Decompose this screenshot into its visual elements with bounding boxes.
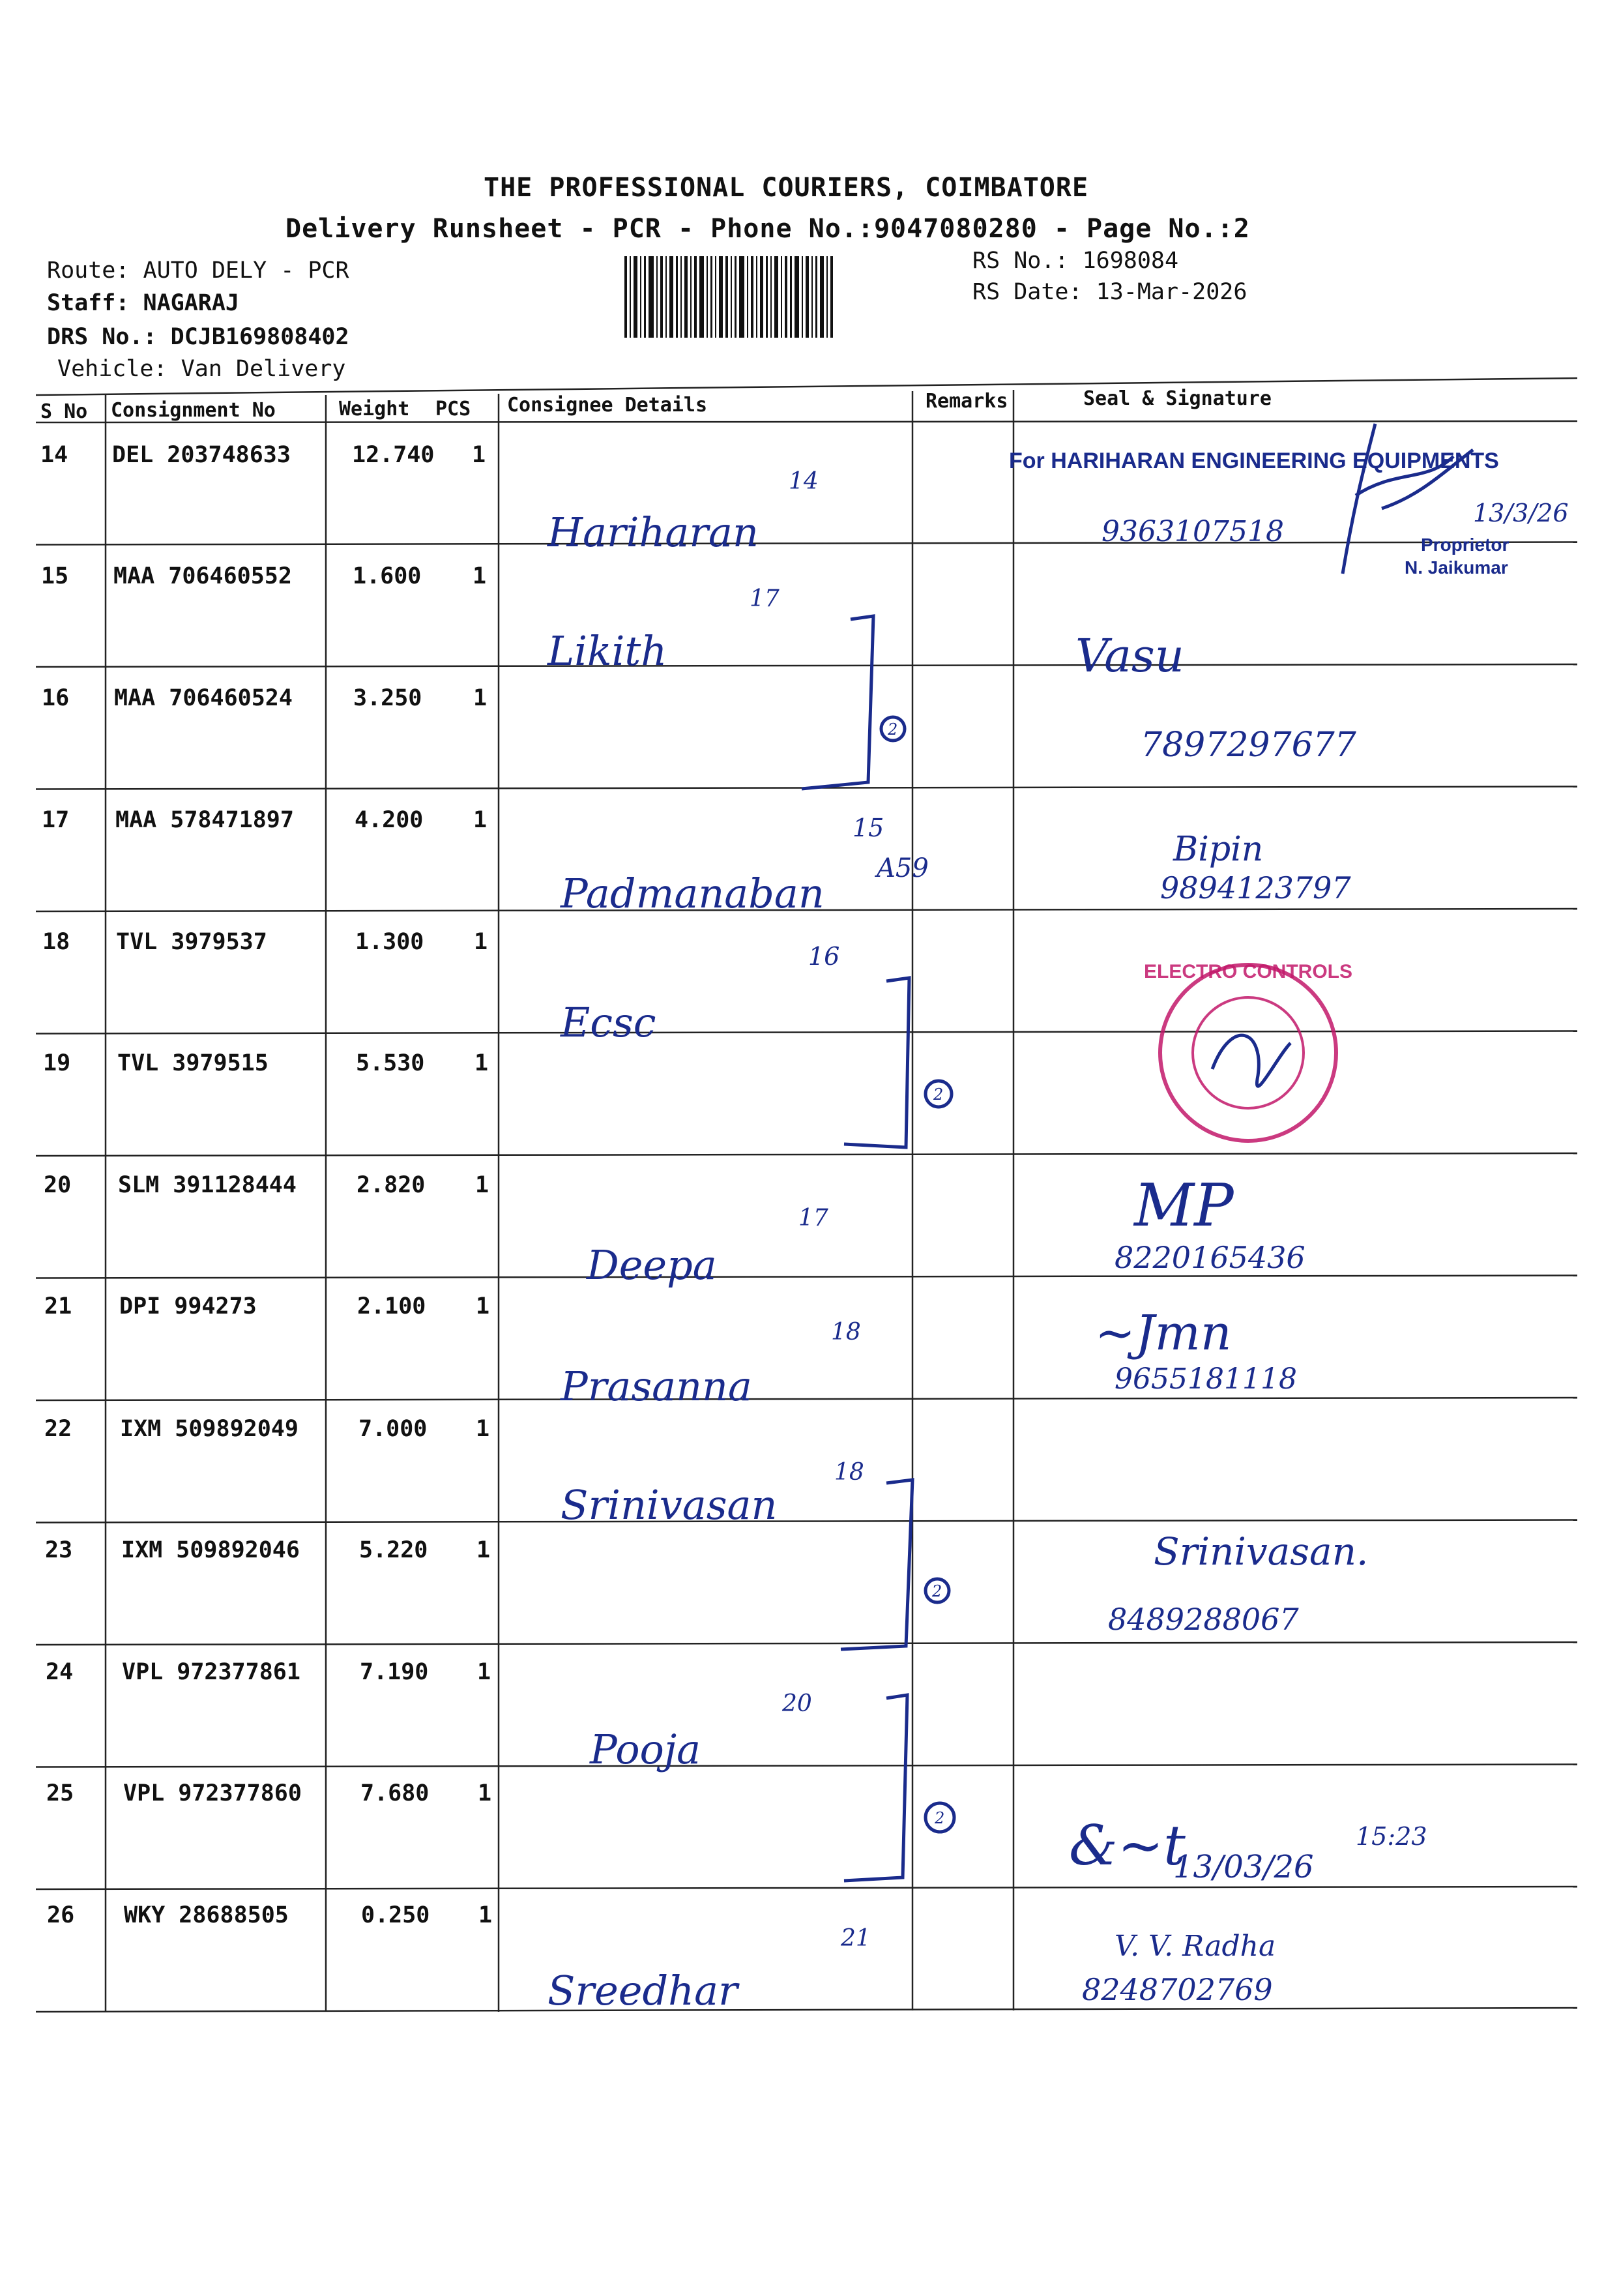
row-separator [36, 1642, 1577, 1645]
drs-label: DRS No.: DCJB169808402 [47, 324, 349, 350]
cell-weight: 1.300 [355, 929, 424, 955]
consignee-prasanna: Prasanna [561, 1362, 752, 1410]
row-separator [36, 1276, 1577, 1278]
cell-weight: 2.820 [357, 1172, 426, 1198]
cell-sno: 24 [46, 1659, 74, 1685]
consignee-deepa: Deepa [587, 1241, 717, 1289]
cell-weight: 4.200 [355, 807, 424, 833]
consignee-sreedhar-num: 21 [841, 1925, 871, 1952]
cell-weight: 2.100 [357, 1293, 426, 1319]
phone-4: 8220165436 [1115, 1240, 1305, 1275]
cell-weight: 5.220 [359, 1537, 428, 1563]
col-header-consignee: Consignee Details [507, 394, 708, 417]
company-stamp-text: For HARIHARAN ENGINEERING EQUIPMENTS [1009, 449, 1499, 473]
consignee-srinivasan: Srinivasan [561, 1481, 778, 1529]
cell-consignment: SLM 391128444 [118, 1172, 297, 1198]
cell-consignment: MAA 578471897 [115, 807, 294, 833]
phone-3: 9894123797 [1160, 870, 1351, 905]
cell-consignment: TVL 3979537 [116, 929, 267, 955]
cell-consignment: IXM 509892049 [120, 1416, 299, 1442]
mark-circle-2b: 2 [933, 1085, 944, 1104]
cell-weight: 7.680 [360, 1780, 430, 1806]
cell-weight: 5.530 [356, 1050, 425, 1076]
cell-pcs: 1 [473, 563, 487, 589]
col-header-pcs: PCS [435, 398, 471, 420]
signature-loop: &~t [1069, 1814, 1186, 1877]
cell-sno: 23 [45, 1537, 73, 1563]
cell-pcs: 1 [473, 685, 488, 711]
consignee-padmanaban: Padmanaban [561, 870, 824, 917]
consignee-hariharan-num: 14 [789, 468, 819, 495]
cell-pcs: 1 [476, 1416, 490, 1442]
cell-weight: 7.190 [360, 1659, 429, 1685]
cell-pcs: 1 [474, 1050, 489, 1076]
proprietor-label: Proprietor [1421, 535, 1510, 555]
cell-consignment: VPL 972377860 [123, 1780, 302, 1806]
cell-sno: 21 [44, 1293, 72, 1319]
col-header-weight: Weight [339, 398, 410, 420]
cell-consignment: MAA 706460524 [114, 685, 293, 711]
mark-a59: A59 [877, 853, 929, 883]
group-brackets [802, 616, 954, 1881]
runsheet-subtitle: Delivery Runsheet - PCR - Phone No.:9047080280 - Page No.:2 [285, 214, 1250, 244]
date-1: 13/3/26 [1473, 499, 1569, 527]
consignee-likith-num: 17 [750, 585, 780, 612]
signature-srinivasan: Srinivasan. [1154, 1529, 1369, 1574]
date-2: 13/03/26 [1173, 1849, 1314, 1885]
consignee-ecsc: Ecsc [561, 999, 656, 1046]
consignee-likith: Likith [547, 627, 667, 675]
col-header-consignment: Consignment No [111, 399, 276, 422]
phone-6: 8489288067 [1108, 1602, 1299, 1637]
col-header-seal: Seal & Signature [1083, 387, 1272, 410]
row-separator [36, 542, 1577, 545]
row-separator [36, 1398, 1577, 1400]
cell-pcs: 1 [475, 1172, 489, 1198]
cell-pcs: 1 [476, 1293, 490, 1319]
consignee-sreedhar: Sreedhar [547, 1967, 738, 2014]
rs-date: RS Date: 13-Mar-2026 [972, 279, 1247, 305]
cell-consignment: DEL 203748633 [112, 442, 291, 468]
cell-pcs: 1 [478, 1902, 493, 1928]
cell-weight: 0.250 [361, 1902, 430, 1928]
cell-sno: 16 [42, 685, 70, 711]
phone-1: 9363107518 [1101, 515, 1284, 548]
mark-circle-2d: 2 [935, 1809, 945, 1827]
row-separator [36, 664, 1577, 667]
row-separator [36, 1765, 1577, 1767]
cell-consignment: MAA 706460552 [113, 563, 292, 589]
cell-pcs: 1 [477, 1659, 491, 1685]
cell-sno: 18 [42, 929, 70, 955]
consignee-padmanaban-num: 15 [853, 814, 884, 842]
row-separator [36, 1520, 1577, 1523]
cell-sno: 14 [40, 442, 68, 468]
staff-label: Staff: NAGARAJ [47, 290, 240, 316]
mark-circle-2a: 2 [888, 720, 898, 739]
cell-consignment: WKY 28688505 [124, 1902, 289, 1928]
cell-pcs: 1 [474, 929, 488, 955]
consignee-pooja: Pooja [590, 1726, 701, 1773]
signature-mp: MP [1134, 1171, 1234, 1240]
phone-2: 7897297677 [1141, 726, 1356, 765]
cell-weight: 3.250 [353, 685, 422, 711]
cell-consignment: DPI 994273 [119, 1293, 257, 1319]
stamp-text: ELECTRO CONTROLS [1144, 961, 1352, 982]
cell-sno: 15 [41, 563, 69, 589]
vehicle-label: Vehicle: Van Delivery [57, 356, 346, 382]
phone-5: 9655181118 [1115, 1362, 1297, 1396]
cell-sno: 20 [44, 1172, 72, 1198]
rs-number: RS No.: 1698084 [972, 248, 1179, 274]
cell-consignment: IXM 509892046 [121, 1537, 300, 1563]
col-header-sno: S No [40, 400, 88, 423]
time-2: 15:23 [1356, 1822, 1427, 1851]
signature-area [1009, 424, 1569, 2007]
cell-pcs: 1 [478, 1780, 492, 1806]
cell-weight: 1.600 [353, 563, 422, 589]
cell-pcs: 1 [473, 807, 488, 833]
cell-consignment: TVL 3979515 [117, 1050, 269, 1076]
proprietor-name: N. Jaikumar [1405, 557, 1508, 578]
cell-sno: 22 [44, 1416, 72, 1442]
cell-pcs: 1 [472, 442, 486, 468]
row-separator [36, 1887, 1577, 1889]
cell-pcs: 1 [476, 1537, 491, 1563]
signature-bipin: Bipin [1173, 830, 1264, 869]
row-separator [36, 1031, 1577, 1034]
cell-weight: 7.000 [358, 1416, 428, 1442]
cell-weight: 12.740 [352, 442, 435, 468]
company-title: THE PROFESSIONAL COURIERS, COIMBATORE [484, 173, 1089, 203]
cell-sno: 19 [43, 1050, 71, 1076]
mark-circle-2c: 2 [932, 1582, 942, 1600]
consignee-prasanna-num: 18 [831, 1319, 861, 1346]
route-label: Route: AUTO DELY - PCR [47, 258, 349, 284]
consignee-pooja-num: 20 [782, 1690, 812, 1717]
phone-7: 8248702769 [1082, 1972, 1273, 2007]
row-separator [36, 1153, 1577, 1156]
cell-sno: 26 [47, 1902, 75, 1928]
cell-consignment: VPL 972377861 [122, 1659, 300, 1685]
signature-vasu: Vasu [1075, 629, 1184, 683]
cell-sno: 25 [46, 1780, 74, 1806]
consignee-deepa-num: 17 [798, 1205, 828, 1231]
consignee-hariharan: Hariharan [547, 508, 759, 556]
cell-sno: 17 [42, 807, 70, 833]
signature-radha: V. V. Radha [1115, 1930, 1276, 1963]
consignee-ecsc-num: 16 [808, 942, 840, 971]
signature-scribble: ~Jmn [1095, 1305, 1232, 1361]
col-header-remarks: Remarks [926, 390, 1008, 413]
electro-controls-stamp [1144, 961, 1352, 1141]
consignee-srinivasan-num: 18 [834, 1459, 864, 1486]
